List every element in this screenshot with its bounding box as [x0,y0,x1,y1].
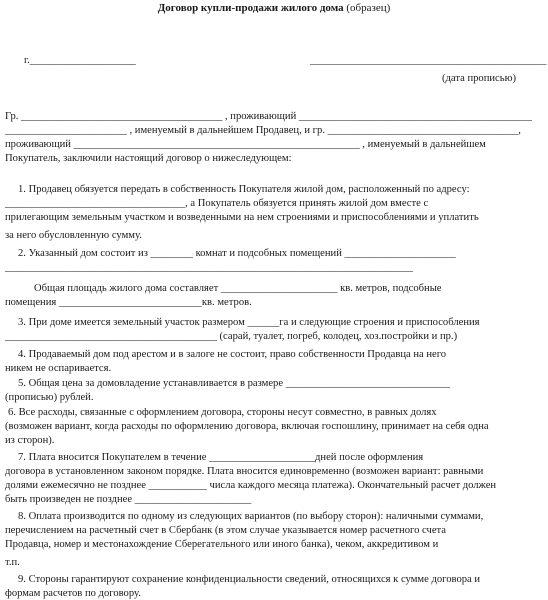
clause-6-line-1: 6. Все расходы, связанные с оформлением договора, стороны несут совместно, в равных долях [8,407,437,418]
clause-3-line-1: 3. При доме имеется земельный участок размером ______га и следующие строения и приспособления [18,317,480,328]
clause-2-line-2: _____________________________________________________________________________ [5,262,413,273]
clause-8-line-1: 8. Оплата производится по одному из следующих вариантов (по выбору сторон): наличными суммами, [18,511,484,522]
title-sub: (образец) [343,2,391,14]
clause-1-line-3: прилегающим земельным участком и возведенными на нем строениями и приспособлениями и уплатить [5,212,479,223]
clause-1-line-1: 1. Продавец обязуется передать в собственность Покупателя жилой дом, расположенный по адресу: [18,184,470,195]
party-line-1: Гр. ______________________________________ , проживающий ____________________________________________ [5,111,532,122]
clause-9-line-2: формам расчетов по договору. [5,588,141,599]
clause-5-line-2: (прописью) рублей. [5,392,94,403]
clause-7-line-3: долями ежемесячно не позднее ___________ числа каждого месяца платежа). Окончательный расчет должен [5,480,497,491]
clause-5-line-1: 5. Общая цена за домовладение устанавливается в размере _______________________________ [18,378,450,389]
clause-2-line-4: помещения ___________________________кв. метров. [5,297,252,308]
party-line-4: Покупатель, заключили настоящий договор о нижеследующем: [5,153,292,164]
document-title [0,2,548,15]
clause-7-line-1: 7. Плата вносится Покупателем в течение ____________________дней после оформления [18,452,424,463]
clause-1-line-2: __________________________________, а Покупатель обязуется принять жилой дом вместе с [5,198,429,209]
clause-6-line-3: из сторон). [5,435,55,446]
clause-7-line-2: договора в установленном законом порядке. Плата вносится единовременно (возможен вариант: равными [5,466,484,477]
clause-1-line-4: за него обусловленную сумму. [5,230,142,241]
clause-4-line-1: 4. Продаваемый дом под арестом и в залоге не состоит, право собственности Продавца на него [18,349,447,360]
clause-8-line-2: перечислением на расчетный счет в Сбербанк (в этом случае указывается номер расчетного счета [5,525,447,536]
clause-7-line-4: быть произведен не позднее ______________________ [5,494,252,505]
clause-8-line-3: Продавца, номер и местонахождение Сберегательного или иного банка), чеком, аккредитивом и [5,539,439,550]
city-field: г.____________________ [24,55,136,66]
clause-2-line-3: Общая площадь жилого дома составляет ______________________ кв. метров, подсобные [34,283,442,294]
party-line-2: _______________________ , именуемый в дальнейшем Продавец, и гр. ____________________________________, [5,125,521,136]
date-caption: (дата прописью) [442,73,517,84]
date-blank: _____________________________________________ [310,55,547,66]
party-line-3: проживающий ______________________________________________________ , именуемый в дальнейшем [5,139,486,150]
title-main: Договор купли-продажи жилого дома [157,2,344,14]
clause-4-line-2: никем не оспаривается. [5,363,112,374]
clause-8-line-4: т.п. [5,557,20,568]
clause-9-line-1: 9. Стороны гарантируют сохранение конфиденциальности сведений, относящихся к сумме договора и [18,574,481,585]
clause-6-line-2: (возможен вариант, когда расходы по оформлению договора, включая госпошлину, принимает на себя одна [5,421,489,432]
clause-2-line-1: 2. Указанный дом состоит из ________ комнат и подсобных помещений _____________________ [18,248,456,259]
clause-3-line-2: ________________________________________ (сарай, туалет, погреб, колодец, хоз.постройки и пр.) [5,331,458,342]
